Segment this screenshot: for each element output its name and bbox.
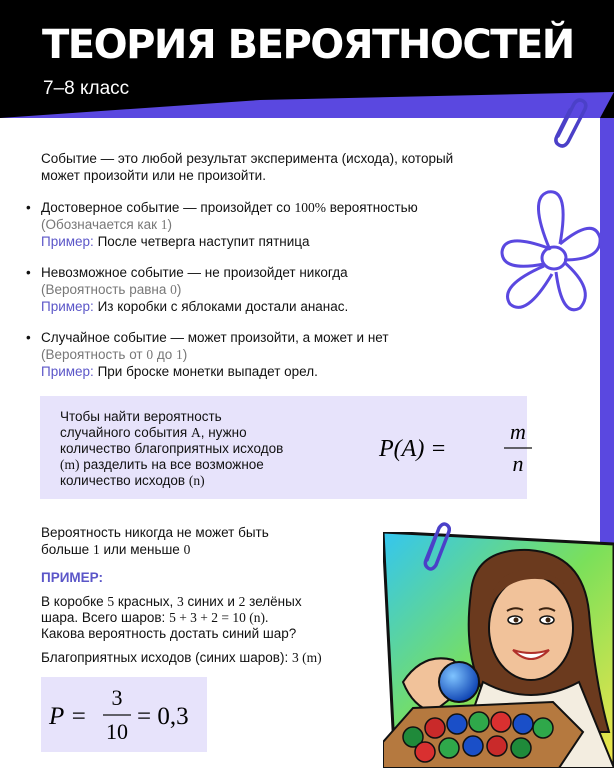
probability-bounds: Вероятность никогда не может быть больше 1 или меньше 0: [41, 525, 269, 557]
page-title: ТЕОРИЯ ВЕРОЯТНОСТЕЙ: [42, 22, 574, 68]
answer-lhs: P =: [49, 703, 87, 730]
answer-box: [41, 677, 207, 752]
item-main-text: Достоверное событие — произойдет со: [41, 200, 291, 215]
favorable-outcomes: Благоприятных исходов (синих шаров): 3 (m): [41, 650, 322, 665]
list-item: [26, 199, 486, 250]
bullet-dot: •: [26, 330, 31, 345]
bullet-dot: •: [26, 200, 31, 215]
grade-label: 7–8 класс: [43, 78, 130, 99]
formula-lhs: P(A) =: [379, 436, 447, 462]
item-main-text: Случайное событие — может произойти, а может и нет: [41, 330, 389, 345]
formula-denominator: n: [512, 451, 524, 476]
item-example: Пример: При броске монетки выпадет орел.: [41, 364, 318, 379]
answer-numerator: 3: [111, 685, 123, 710]
answer-result: = 0,3: [137, 703, 189, 730]
probability-formula: [375, 416, 535, 480]
example-heading: ПРИМЕР:: [41, 570, 103, 585]
item-note: (Обозначается как 1): [41, 217, 173, 232]
item-note: (Вероятность от 0 до 1): [41, 347, 188, 362]
answer-denominator: 10: [106, 719, 128, 744]
answer-formula: [41, 677, 207, 752]
example-problem: В коробке 5 красных, 3 синих и 2 зелёных шара. Всего шаров: 5 + 3 + 2 = 10 (n). Какова вероятность достать синий шар?: [41, 594, 302, 641]
paperclip-icon: [417, 520, 451, 572]
item-example: Пример: Из коробки с яблоками достали ананас.: [41, 299, 349, 314]
event-types-list: [26, 199, 486, 394]
list-item: [26, 329, 486, 380]
bullet-dot: •: [26, 265, 31, 280]
item-example: Пример: После четверга наступит пятница: [41, 234, 310, 249]
item-main-text-end: вероятностью: [329, 200, 418, 215]
event-definition: Событие — это любой результат эксперимента (исхода), который может произойти или не произойти.: [41, 151, 454, 183]
list-item: [26, 264, 486, 315]
formula-box: [40, 396, 527, 499]
item-main-text: Невозможное событие — не произойдет никогда: [41, 265, 348, 280]
item-number: 100%: [294, 200, 326, 215]
formula-explanation: Чтобы найти вероятность случайного события A, нужно количество благоприятных исходов (m) разделить на все возможное количество исходов (n): [60, 409, 284, 488]
paperclip-icon: [548, 96, 588, 150]
formula-numerator: m: [510, 419, 526, 444]
item-note: (Вероятность равна 0): [41, 282, 182, 297]
flower-icon: [498, 186, 602, 336]
